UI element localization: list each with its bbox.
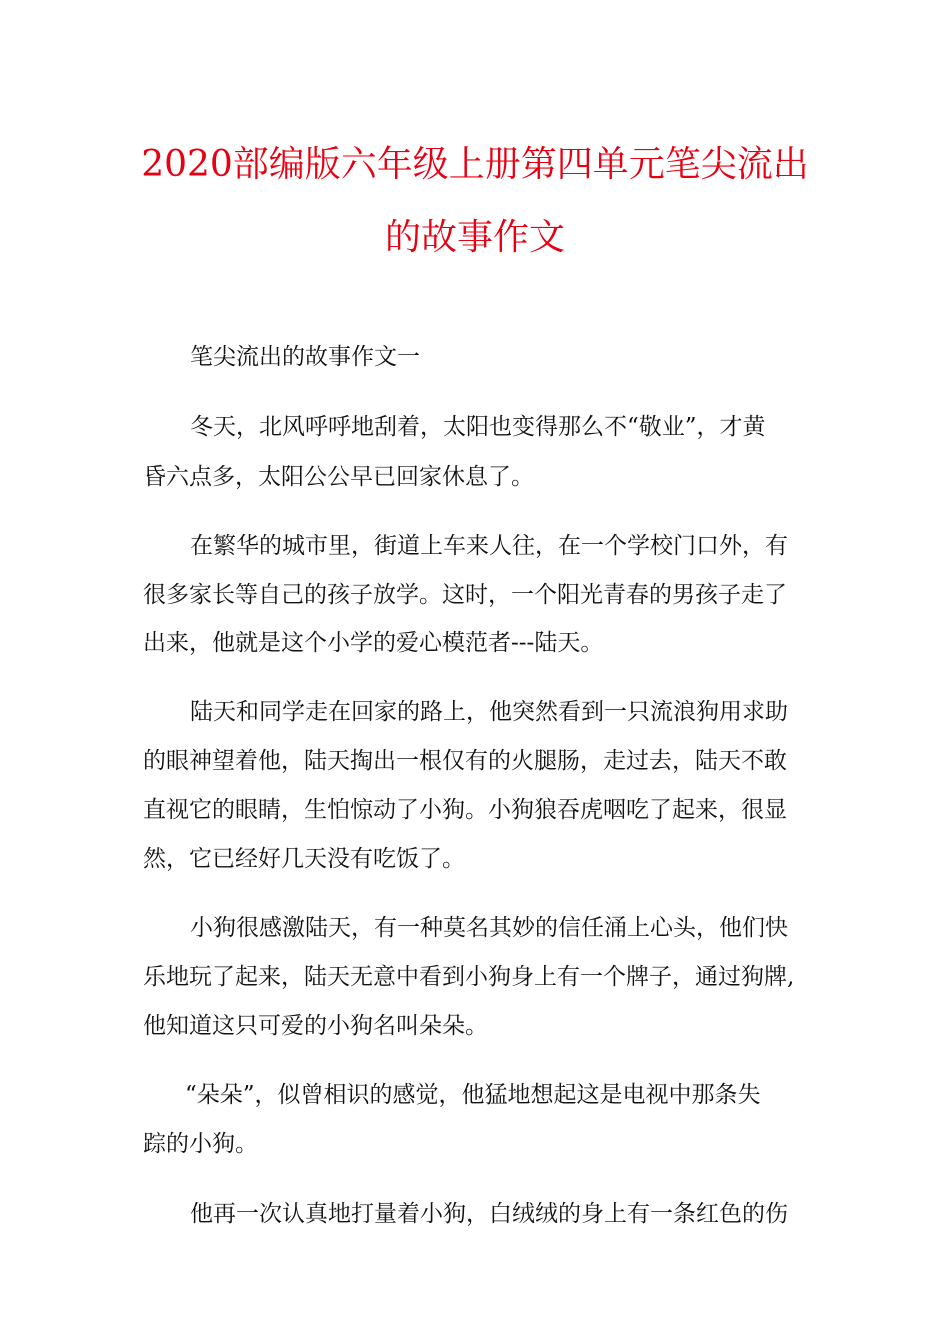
paragraph-3-line-3: 直视它的眼睛，生怕惊动了小狗。小狗狼吞虎咽吃了起来，很显 xyxy=(143,797,787,823)
paragraph-2-line-1: 在繁华的城市里，街道上车来人往，在一个学校门口外，有 xyxy=(190,533,788,559)
paragraph-4-line-1: 小狗很感激陆天，有一种莫名其妙的信任涌上心头，他们快 xyxy=(190,915,788,941)
paragraph-3-line-2: 的眼神望着他，陆天掏出一根仅有的火腿肠，走过去，陆天不敢 xyxy=(143,748,787,774)
paragraph-2-line-3: 出来，他就是这个小学的爱心模范者---陆天。 xyxy=(143,630,604,656)
paragraph-1-line-1: 冬天，北风呼呼地刮着，太阳也变得那么不“敬业”，才黄 xyxy=(190,414,766,440)
section-heading: 笔尖流出的故事作文一 xyxy=(190,344,420,370)
document-title-line-1: 2020部编版六年级上册第四单元笔尖流出 xyxy=(141,144,809,185)
paragraph-1-line-2: 昏六点多，太阳公公早已回家休息了。 xyxy=(143,464,534,490)
paragraph-4-line-2: 乐地玩了起来，陆天无意中看到小狗身上有一个牌子，通过狗牌, xyxy=(143,964,795,990)
paragraph-3-line-1: 陆天和同学走在回家的路上，他突然看到一只流浪狗用求助 xyxy=(190,699,788,725)
paragraph-5-line-1: “朵朵”，似曾相识的感觉，他猛地想起这是电视中那条失 xyxy=(185,1082,761,1108)
paragraph-2-line-2: 很多家长等自己的孩子放学。这时，一个阳光青春的男孩子走了 xyxy=(143,582,787,608)
paragraph-5-line-2: 踪的小狗。 xyxy=(143,1131,258,1157)
paragraph-4-line-3: 他知道这只可爱的小狗名叫朵朵。 xyxy=(143,1013,488,1039)
document-title-line-2: 的故事作文 xyxy=(384,217,565,258)
paragraph-6-line-1: 他再一次认真地打量着小狗，白绒绒的身上有一条红色的伤 xyxy=(190,1201,788,1227)
paragraph-3-line-4: 然，它已经好几天没有吃饭了。 xyxy=(143,846,465,872)
